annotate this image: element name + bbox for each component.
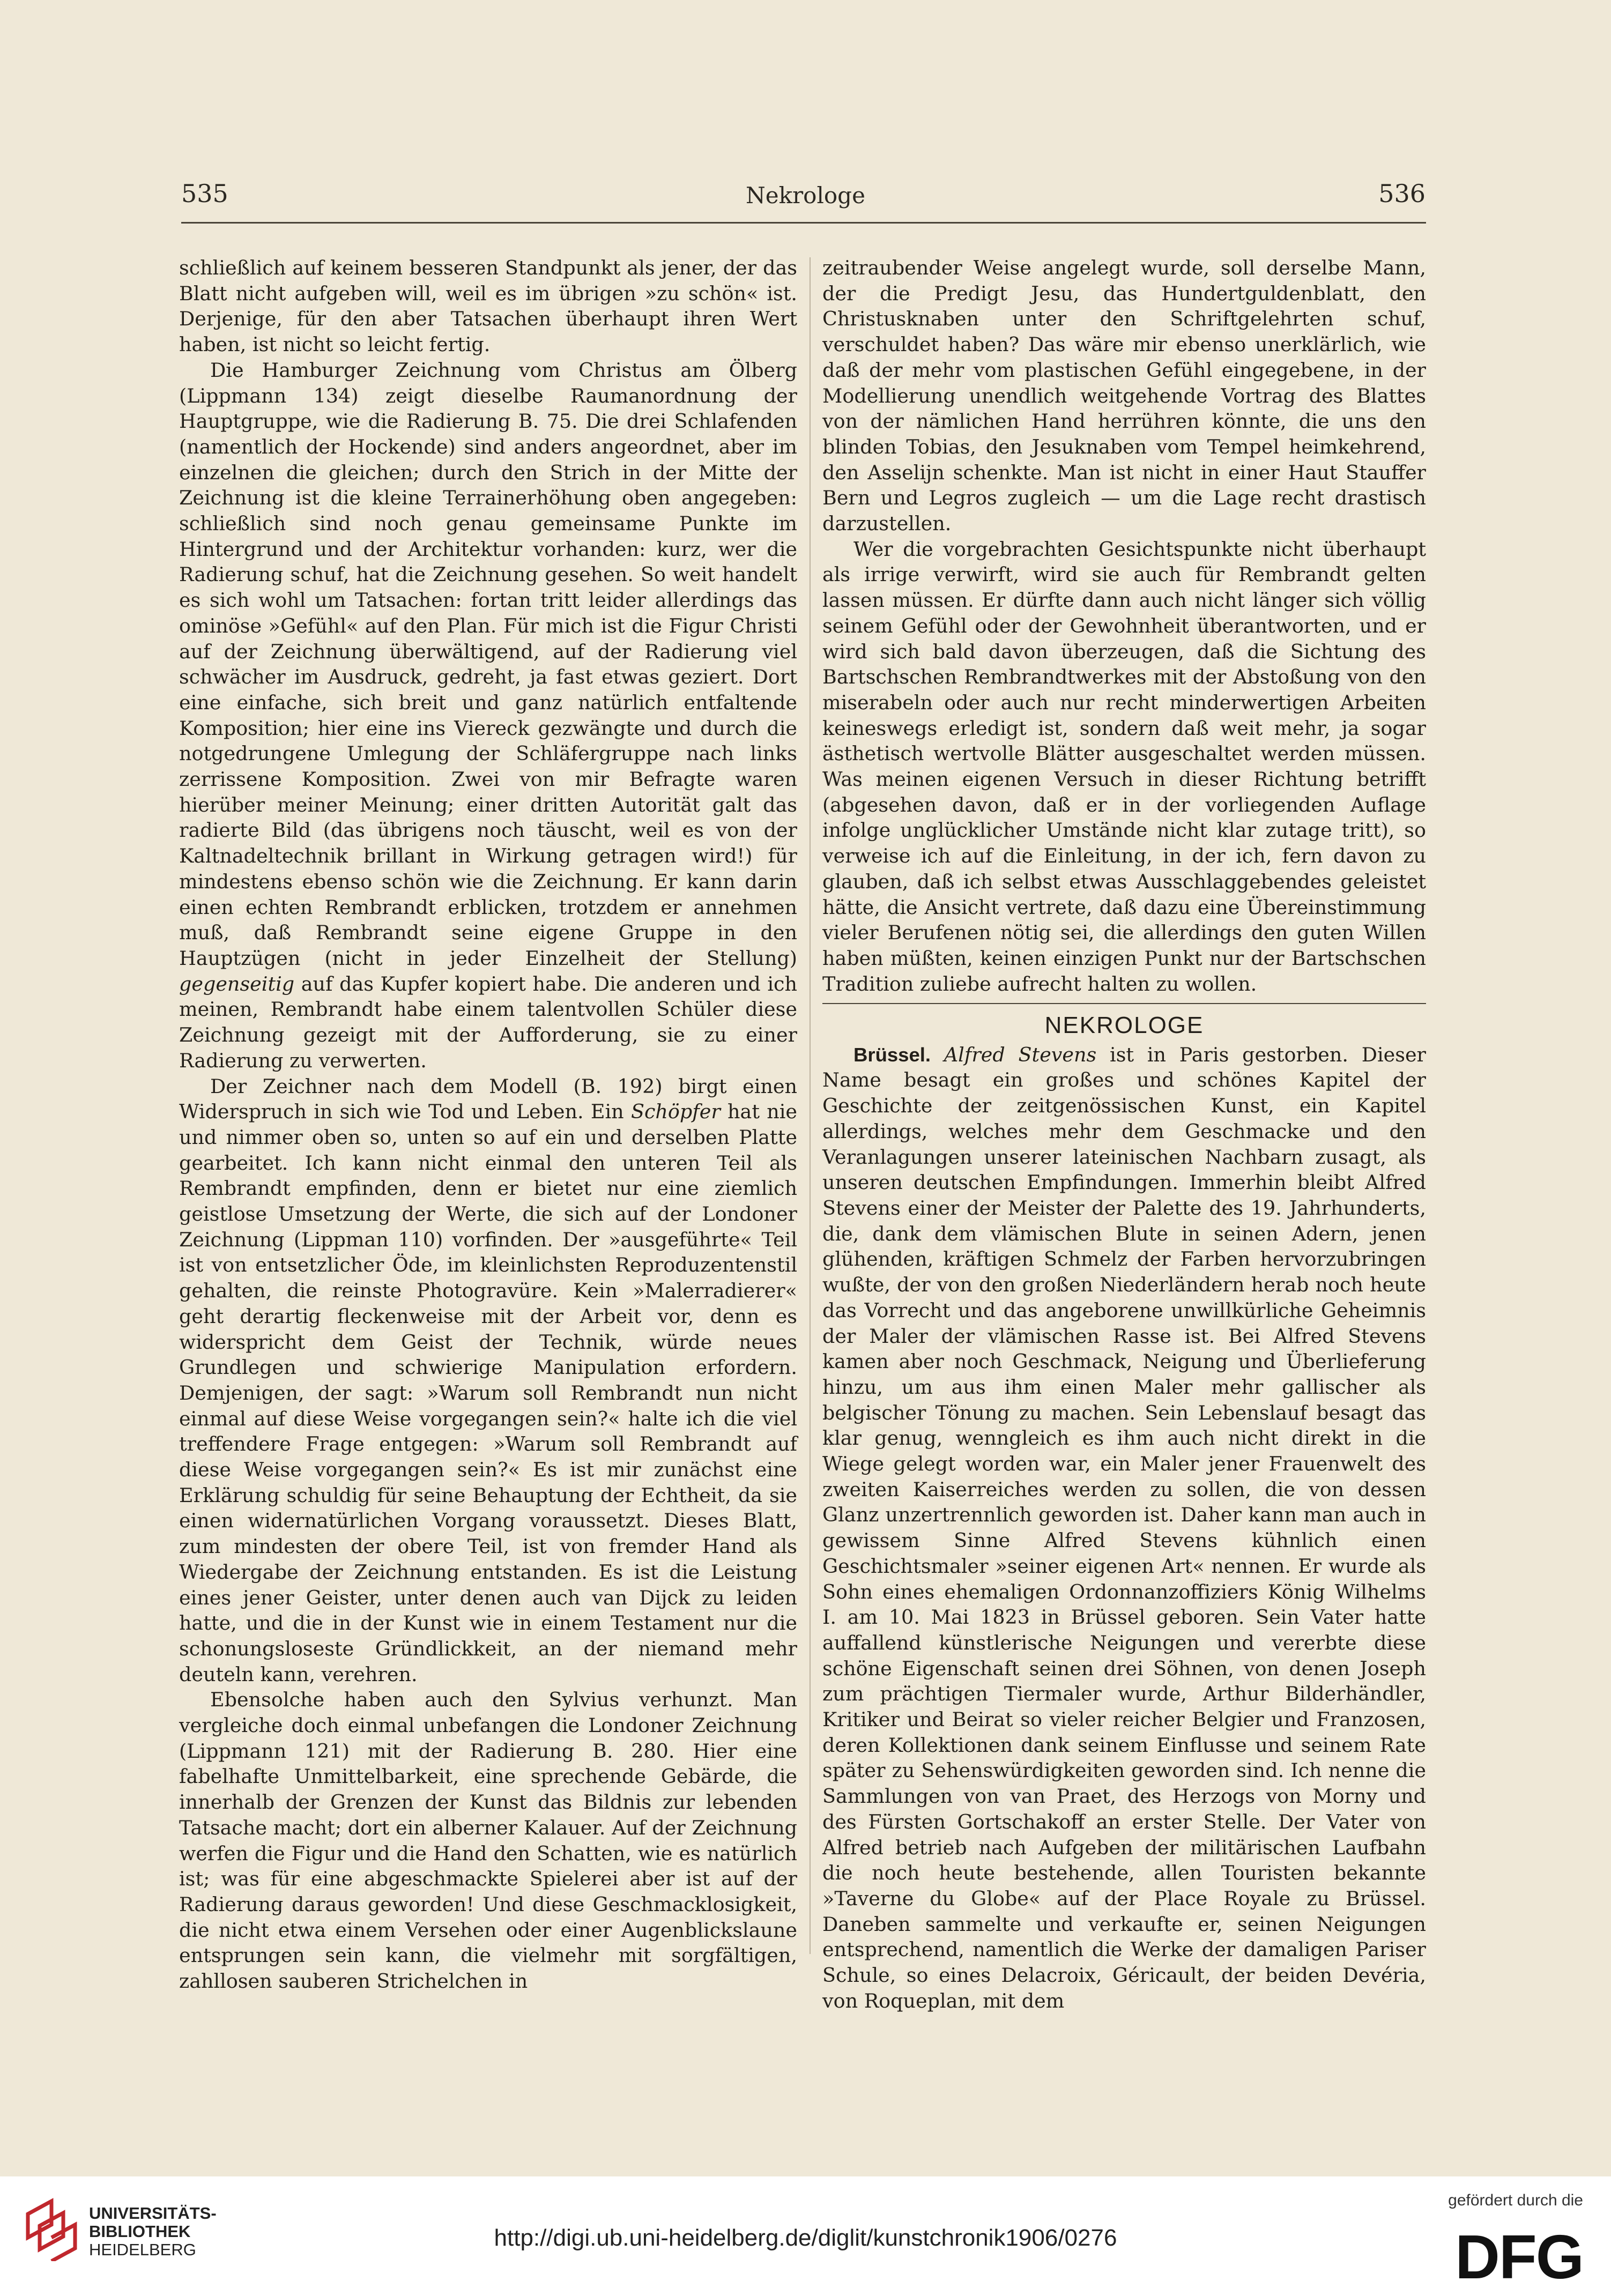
left-paragraph-1: schließlich auf keinem besseren Standpunkt als jener, der das Blatt nicht aufgeben will, weil es im übrigen »zu schön« ist. Derjenige, für den aber Tatsachen überhaupt ihren Wert haben, ist nicht so leicht fertig. xyxy=(179,256,797,356)
library-name-line-2: BIBLIOTHEK xyxy=(89,2222,191,2241)
left-paragraph-2-end: auf das Kupfer kopiert habe. Die anderen und ich meinen, Rembrandt habe einem talentvollen Schüler diese Zeichnung gezeigt mit der Aufforderung, sie zu einer Radierung zu verwerten. xyxy=(179,972,797,1072)
library-name-line-1: UNIVERSITÄTS- xyxy=(89,2204,217,2223)
section-rule xyxy=(822,1003,1426,1004)
right-column xyxy=(822,255,1426,2014)
library-name-line-3: HEIDELBERG xyxy=(89,2240,196,2259)
running-title: Nekrologe xyxy=(746,182,865,209)
left-paragraph-2-text: Die Hamburger Zeichnung vom Christus am Ölberg (Lippmann 134) zeigt dieselbe Raumanordnung der Hauptgruppe, wie die Radierung B. 75. Die drei Schlafenden (namentlich der Hockende) sind anders angeordnet, aber im einzelnen die gleichen; durch den Strich in der Mitte der Zeichnung ist die kleine Terrainerhöhung oben angegeben: schließlich sind noch genau gemeinsame Punkte im Hintergrund und der Architektur vorhanden: kurz, wer die Radierung schuf, hat die Zeichnung gesehen. So weit handelt es sich wohl um Tatsachen: fortan tritt leider allerdings das ominöse »Gefühl« auf den Plan. Für mich ist die Figur Christi auf der Zeichnung überwältigend, auf der Radierung viel schwächer im Ausdruck, gedreht, ja fast etwas geziert. Dort eine einfache, sich breit und ganz natürlich entfaltende Komposition; hier eine ins Viereck gezwängte und durch die notgedrungene Umlegung der Schläfergruppe nach links zerrissene Komposition. Zwei von mir Befragte waren hierüber meiner Meinung; einer dritten Autorität galt das radierte Bild (das übrigens noch täuscht, weil es von der Kaltnadeltechnik brillant in Wirkung getragen wird!) für mindestens ebenso schön wie die Zeichnung. Er kann darin einen echten Rembrandt erblicken, trotzdem er annehmen muß, daß Rembrandt seine eigene Gruppe in den Hauptzügen (nicht in jeder Einzelheit der Stellung) xyxy=(179,358,797,970)
obituary-name: Alfred Stevens xyxy=(944,1043,1097,1066)
left-paragraph-3-start: Der Zeichner nach dem Modell (B. 192) birgt einen Widerspruch in sich wie Tod und Leben. Ein xyxy=(179,1074,797,1124)
obituary-text: ist in Paris gestorben. Dieser Name besagt ein großes und schönes Kapitel der Geschichte der zeitgenössischen Kunst, ein Kapitel allerdings, welches mehr dem Geschmacke und den Veranlagungen unserer lateinischen Nachbarn zusagt, als unseren deutschen Empfindungen. Immerhin bleibt Alfred Stevens einer der Meister der Palette des 19. Jahrhunderts, die, dank dem vlämischen Blute in seinen Adern, jenen glühenden, kräftigen Schmelz der Farben hervorzubringen wußte, der von den großen Niederländern herab noch heute das Vorrecht und das angeborene unwillkürliche Geheimnis der Maler der vlämischen Rasse ist. Bei Alfred Stevens kamen aber noch Geschmack, Neigung und Überlieferung hinzu, um aus ihm einen Maler mehr gallischer als belgischer Tönung zu machen. Sein Lebenslauf besagt das klar genug, wenngleich es ihm auch nicht direkt in die Wiege gelegt worden war, ein Maler jener Frauenwelt des zweiten Kaiserreiches werden zu sollen, die von dessen Glanz unzertrennlich geworden ist. Daher kann man auch in gewissem Sinne Alfred Stevens kühnlich einen Geschichtsmaler »seiner eigenen Art« nennen. Er wurde als Sohn eines ehemaligen Ordonnanzoffiziers König Wilhelms I. am 10. Mai 1823 in Brüssel geboren. Sein Vater hatte auffallend künstlerische Neigungen und vererbte diese schöne Eigenschaft seinen drei Söhnen, von denen Joseph zum prächtigen Tiermaler wurde, Arthur Bilderhändler, Kritiker und Beirat so vieler reicher Belgier und Franzosen, deren Kollektionen dank seinem Einflusse und seinem Rate später zu Sehenswürdigkeiten geworden sind. Ich nenne die Sammlungen von van Praet, des Herzogs von Morny und des Fürsten Gortschakoff an erster Stelle. Der Vater von Alfred betrieb nach Aufgeben der militärischen Laufbahn die noch heute bestehende, allen Touristen bekannte »Taverne du Globe« auf der Place Royale zu Brüssel. Daneben sammelte und verkaufte er, seinen Neigungen entsprechend, namentlich die Werke der damaligen Pariser Schule, so eines Delacroix, Géricault, der beiden Devéria, von Roqueplan, mit dem xyxy=(822,1043,1427,2012)
left-paragraph-3-italic: Schöpfer xyxy=(630,1100,721,1124)
page-number-right: 536 xyxy=(1378,179,1426,208)
right-paragraph-1: zeitraubender Weise angelegt wurde, soll derselbe Mann, der die Predigt Jesu, das Hundertguldenblatt, den Christusknaben unter den Schriftgelehrten schuf, verschuldet haben? Das wäre mir ebenso unerklärlich, wie daß der mehr vom plastischen Gefühl eingegebene, in der Modellierung unendlich weitgehende Vortrag des Blattes von der nämlichen Hand herrühren könnte, die uns den blinden Tobias, den Jesuknaben vom Tempel heimkehrend, den Asselijn schenkte. Man ist nicht in einer Haut Stauffer Bern und Legros zugleich — um die Lage recht drastisch darzustellen. xyxy=(822,256,1426,536)
dfg-logo: DFG xyxy=(1455,2222,1583,2292)
column-divider xyxy=(810,257,811,1954)
permalink-url[interactable]: http://digi.ub.uni-heidelberg.de/diglit/kunstchronik1906/0276 xyxy=(494,2225,1117,2251)
left-paragraph-2 xyxy=(179,358,797,1074)
left-paragraph-3 xyxy=(179,1074,797,1688)
section-heading: NEKROLOGE xyxy=(1044,1012,1204,1039)
obituary-place: Brüssel. xyxy=(853,1043,931,1066)
right-paragraph-2: Wer die vorgebrachten Gesichtspunkte nicht überhaupt als irrige verwirft, wird sie auch für Rembrandt gelten lassen müssen. Er dürfte dann auch nicht länger sich völlig seinem Gefühl oder der Gewohnheit überantworten, und er wird sich bald davon überzeugen, daß die Sichtung des Bartschschen Rembrandtwerkes mit der Abstoßung von den miserabeln oder auch nur recht minderwertigen Arbeiten keineswegs erledigt ist, sondern daß weit mehr, ja sogar ästhetisch wertvolle Blätter ausgeschaltet werden müssen. Was meinen eigenen Versuch in dieser Richtung betrifft (abgesehen davon, daß er in der vorliegenden Auflage infolge unglücklicher Umstände nicht klar zutage tritt), so verweise ich auf die Einleitung, in der ich, fern davon zu glauben, daß ich selbst etwas Ausschlaggebendes geleistet hätte, die Ansicht vertrete, daß dazu eine Übereinstimmung vieler Berufenen nötig sei, die allerdings den guten Willen haben müßten, keinen einzigen Punkt nur der Bartschschen Tradition zuliebe aufrecht halten zu wollen. xyxy=(822,537,1426,995)
left-paragraph-2-italic: gegenseitig xyxy=(179,972,295,995)
left-paragraph-3-end: hat nie und nimmer oben so, unten so auf ein und derselben Platte gearbeitet. Ich kann nicht einmal den unteren Teil als Rembrandt empfinden, denn er bietet nur eine ziemlich geistlose Umsetzung der Werte, die sich auf der Londoner Zeichnung (Lippman 110) vorfinden. Der »ausgeführte« Teil ist von entsetzlicher Öde, im kleinlichsten Reproduzentenstil gehalten, die reinste Photogravüre. Kein »Malerradierer« geht derartig fleckenweise mit der Arbeit vor, denn es widerspricht dem Geist der Technik, würde neues Grundlegen und schwierige Manipulation erfordern. Demjenigen, der sagt: »Warum soll Rembrandt nun nicht einmal auf diese Weise vorgegangen sein?« halte ich die viel treffendere Frage entgegen: »Warum soll Rembrandt auf diese Weise vorgegangen sein?« Es ist mir zunächst eine Erklärung schuldig für seine Behauptung der Echtheit, da sie einen widernatürlichen Vorgang voraussetzt. Dieses Blatt, zum mindesten der obere Teil, ist von fremder Hand als Wiedergabe der Zeichnung entstanden. Es ist die Leistung eines jener Geister, unter denen auch van Dijck zu leiden hatte, und die in der Kunst wie in einem Testament nur die schonungsloseste Gründlickkeit, an der niemand mehr deuteln kann, verehren. xyxy=(179,1100,798,1686)
page-number-left: 535 xyxy=(181,179,228,208)
funded-by-label: gefördert durch die xyxy=(1448,2191,1583,2209)
header-rule xyxy=(181,222,1426,224)
obituary-paragraph xyxy=(822,1042,1426,2014)
left-column xyxy=(179,255,797,1994)
left-paragraph-4: Ebensolche haben auch den Sylvius verhunzt. Man vergleiche doch einmal unbefangen die Londoner Zeichnung (Lippmann 121) mit der Radierung B. 280. Hier eine fabelhafte Unmittelbarkeit, eine sprechende Gebärde, die innerhalb der Grenzen der Kunst das Bildnis zur lebenden Tatsache macht; dort ein alberner Kalauer. Auf der Zeichnung werfen die Figur und die Hand den Schatten, wie es natürlich ist; was für eine abgeschmackte Spielerei aber ist auf der Radierung daraus geworden! Und diese Geschmacklosigkeit, die nicht etwa einem Versehen oder einer Augenblickslaune entsprungen sein kann, die vielmehr mit sorgfältigen, zahllosen sauberen Strichelchen in xyxy=(179,1688,797,1993)
footer-bar xyxy=(0,2176,1611,2296)
